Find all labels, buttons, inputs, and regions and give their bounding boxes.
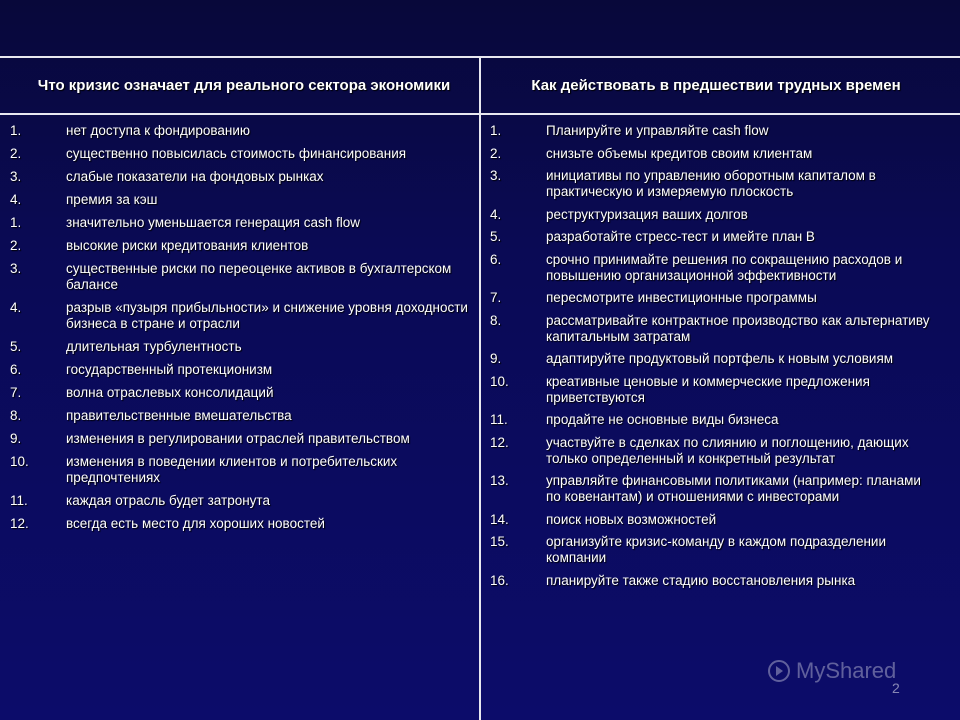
item-text: существенные риски по переоценке активов в бухгалтерском балансе <box>66 261 452 292</box>
item-text: нет доступа к фондированию <box>66 123 251 138</box>
item-text: всегда есть место для хороших новостей <box>66 516 325 531</box>
item-number: 5. <box>490 229 502 244</box>
item-number: 6. <box>490 251 502 267</box>
list-item <box>490 252 938 284</box>
item-text: продайте не основные виды бизнеса <box>546 412 779 427</box>
list-item <box>490 512 938 528</box>
item-number: 3. <box>10 261 22 276</box>
list-item <box>490 412 938 428</box>
item-text: пересмотрите инвестиционные программы <box>546 290 817 305</box>
item-number: 13. <box>490 473 509 488</box>
list-item <box>490 313 938 345</box>
item-number: 4. <box>10 300 22 315</box>
watermark <box>768 654 936 688</box>
item-number: 4. <box>10 192 22 207</box>
list-item <box>10 339 476 355</box>
item-text: каждая отрасль будет затронута <box>66 493 270 508</box>
list-item <box>10 493 476 509</box>
item-text: поиск новых возможностей <box>546 511 717 527</box>
list-item <box>10 169 476 185</box>
item-number: 1. <box>10 123 22 138</box>
item-text: высокие риски кредитования клиентов <box>66 238 309 253</box>
item-text: управляйте финансовыми политиками (например: планами по ковенантам) и отношениями с инвесторами <box>546 473 921 504</box>
list-item <box>10 146 476 162</box>
list-item <box>490 534 938 566</box>
list-item <box>10 123 476 139</box>
item-text: Планируйте и управляйте cash flow <box>546 123 769 138</box>
list-item <box>10 300 476 332</box>
column-divider <box>479 58 481 720</box>
item-text: рассматривайте контрактное производство как альтернативу капитальным затратам <box>546 312 930 344</box>
list-item <box>10 215 476 231</box>
item-number: 3. <box>10 169 22 184</box>
item-text: креативные ценовые и коммерческие предложения приветствуются <box>546 373 870 405</box>
item-number: 2. <box>490 145 502 161</box>
item-number: 10. <box>10 454 29 469</box>
item-number: 7. <box>10 385 22 400</box>
list-item <box>490 123 938 139</box>
item-number: 9. <box>10 431 22 446</box>
item-number: 2. <box>10 238 22 253</box>
item-text: длительная турбулентность <box>66 339 242 354</box>
item-text: адаптируйте продуктовый портфель к новым условиям <box>546 351 894 366</box>
list-item <box>490 351 938 367</box>
item-number: 16. <box>490 572 509 588</box>
item-number: 8. <box>10 408 22 423</box>
item-number: 11. <box>490 412 508 427</box>
left-column-header: Что кризис означает для реального сектора экономики <box>37 77 451 94</box>
item-text: планируйте также стадию восстановления рынка <box>546 572 856 588</box>
actions-list <box>490 123 938 595</box>
item-text: изменения в поведении клиентов и потребительских предпочтениях <box>66 454 398 485</box>
item-number: 12. <box>10 516 29 531</box>
item-number: 3. <box>490 168 502 183</box>
item-text: организуйте кризис-команду в каждом подразделении компании <box>546 534 886 565</box>
comparison-table <box>0 56 960 720</box>
item-number: 15. <box>490 534 509 549</box>
item-number: 8. <box>490 312 502 328</box>
right-column-header: Как действовать в предшествии трудных времен <box>531 77 901 94</box>
list-item <box>490 473 938 505</box>
list-item <box>490 374 938 406</box>
list-item <box>10 516 476 532</box>
item-number: 4. <box>490 206 502 222</box>
list-item <box>10 238 476 254</box>
item-text: премия за кэш <box>66 192 158 207</box>
item-number: 9. <box>490 351 502 366</box>
list-item <box>490 435 938 467</box>
item-text: слабые показатели на фондовых рынках <box>66 169 324 184</box>
item-number: 10. <box>490 373 509 389</box>
item-text: существенно повысилась стоимость финансирования <box>66 146 407 161</box>
list-item <box>10 454 476 486</box>
play-circle-icon <box>768 660 790 682</box>
item-text: волна отраслевых консолидаций <box>66 385 274 400</box>
list-item <box>490 168 938 200</box>
crisis-effects-list <box>10 123 476 539</box>
item-number: 5. <box>10 339 22 354</box>
page-number: 2 <box>892 680 900 696</box>
item-number: 7. <box>490 290 502 305</box>
list-item <box>10 261 476 293</box>
item-text: срочно принимайте решения по сокращению расходов и повышению организационной эффективности <box>546 251 903 283</box>
item-text: участвуйте в сделках по слиянию и поглощению, дающих только определенный и конкретный результат <box>546 434 909 466</box>
watermark-text: MyShared <box>796 658 897 683</box>
item-text: инициативы по управлению оборотным капиталом в практическую и измеряемую плоскость <box>546 168 876 199</box>
item-number: 1. <box>490 123 502 138</box>
list-item <box>490 229 938 245</box>
item-number: 11. <box>10 493 28 508</box>
list-item <box>490 290 938 306</box>
item-number: 2. <box>10 146 22 161</box>
list-item <box>10 362 476 378</box>
item-number: 12. <box>490 434 509 450</box>
item-text: разработайте стресс-тест и имейте план В <box>546 229 815 244</box>
item-text: государственный протекционизм <box>66 362 273 377</box>
list-item <box>490 146 938 162</box>
item-number: 6. <box>10 362 22 377</box>
list-item <box>490 207 938 223</box>
list-item <box>10 431 476 447</box>
item-text: правительственные вмешательства <box>66 408 292 423</box>
item-number: 1. <box>10 215 22 230</box>
item-text: снизьте объемы кредитов своим клиентам <box>546 145 813 161</box>
list-item <box>10 385 476 401</box>
list-item <box>10 192 476 208</box>
item-text: значительно уменьшается генерация cash flow <box>66 215 360 230</box>
list-item <box>10 408 476 424</box>
item-text: разрыв «пузыря прибыльности» и снижение уровня доходности бизнеса в стране и отрасли <box>66 300 468 331</box>
item-text: изменения в регулировании отраслей правительством <box>66 431 410 446</box>
item-text: реструктуризация ваших долгов <box>546 206 748 222</box>
item-number: 14. <box>490 511 509 527</box>
table-header-row <box>0 58 960 115</box>
list-item <box>490 573 938 589</box>
